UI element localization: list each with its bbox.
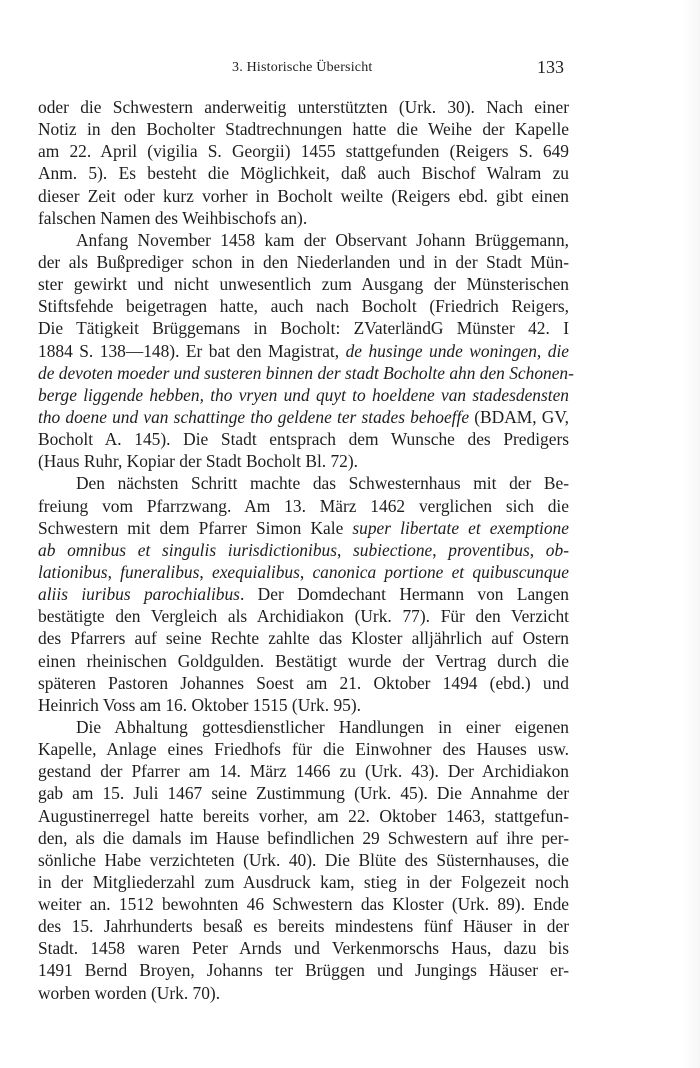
text-segment: in der Mitgliederzahl zum Ausdruck kam, stieg in der Folgezeit noch	[38, 871, 569, 892]
text-line	[38, 605, 569, 627]
text-line	[38, 185, 569, 207]
text-line	[38, 760, 569, 782]
text-segment: ,	[107, 561, 121, 582]
text-line	[38, 96, 569, 118]
text-segment: späteren Pastoren Johannes Soest am 21. Oktober 1494 (ebd.) und	[38, 672, 569, 693]
text-line	[38, 428, 569, 450]
italic-text-segment: exequialibus	[211, 561, 300, 582]
italic-text-segment: tho doene und van schattinge tho geldene ter stades behoeffe	[38, 406, 470, 427]
text-segment: Schwestern mit dem Pfarrer Simon Kale	[38, 517, 353, 538]
text-line	[38, 561, 569, 583]
body-text	[38, 96, 574, 1004]
text-segment: freiung vom Pfarrzwang. Am 13. März 1462 verglichen sich die	[38, 495, 569, 516]
text-segment: 1491 Bernd Broyen, Johanns ter Brüggen und Jungings Häuser er-	[38, 960, 569, 981]
text-segment: (Haus Ruhr, Kopiar der Stadt Bocholt Bl. 72).	[38, 451, 359, 472]
text-line	[38, 384, 569, 406]
text-segment: sönliche Habe verzichteten (Urk. 40). Die Blüte des Süsternhauses, die	[38, 849, 569, 870]
text-line	[38, 827, 569, 849]
text-segment: ,	[432, 539, 449, 560]
text-line	[38, 207, 569, 229]
text-segment: des 15. Jahrhunderts besaß es bereits mindestens fünf Häuser in der	[38, 916, 569, 937]
text-line	[38, 450, 569, 472]
text-line	[38, 140, 569, 162]
text-segment: Die Abhaltung gottesdienstlicher Handlungen in einer eigenen	[76, 716, 569, 737]
italic-text-segment: lationibus	[38, 561, 108, 582]
text-segment: ,	[199, 561, 212, 582]
text-line	[38, 340, 569, 362]
text-line	[38, 982, 569, 1004]
text-segment: ,	[299, 561, 313, 582]
italic-text-segment: de husinge unde woningen, die	[345, 340, 570, 361]
text-line	[38, 295, 569, 317]
text-line	[38, 893, 569, 915]
text-line	[38, 694, 569, 716]
text-line	[38, 937, 569, 959]
italic-text-segment: super libertate et exemptione	[352, 517, 569, 538]
italic-text-segment: ab omnibus et singulis iurisdictionibus	[38, 539, 337, 560]
text-line	[38, 162, 569, 184]
text-segment: gestand der Pfarrer am 14. März 1466 zu (Urk. 43). Der Archidiakon	[38, 761, 569, 782]
text-line	[38, 805, 569, 827]
italic-text-segment: berge liggende hebben, tho vryen und quyt to hoeldene van stadesdensten	[38, 384, 569, 405]
text-segment: gab am 15. Juli 1467 seine Zustimmung (Urk. 45). Die Annahme der	[38, 783, 569, 804]
text-line	[38, 650, 569, 672]
text-segment: ,	[336, 539, 354, 560]
text-line	[38, 362, 574, 384]
text-line	[38, 495, 569, 517]
text-segment: ster gewirkt und nicht unwesentlich zum Ausgang der Münsterischen	[38, 274, 569, 295]
text-segment: Die Tätigkeit Brüggemans in Bocholt: ZVaterländG Münster 42. I	[38, 318, 569, 339]
text-segment: worben worden (Urk. 70).	[38, 982, 221, 1003]
text-segment: (BDAM, GV,	[469, 406, 569, 427]
text-line	[38, 229, 569, 251]
italic-text-segment: ob-	[545, 539, 569, 560]
italic-text-segment: subiectione	[353, 539, 433, 560]
text-line	[38, 959, 569, 981]
text-segment: des Pfarrers auf seine Rechte zahlte das Kloster alljährlich auf Ostern	[38, 628, 569, 649]
text-line	[38, 738, 569, 760]
text-line	[38, 871, 569, 893]
text-line	[38, 273, 569, 295]
text-line	[38, 118, 569, 140]
text-segment: Augustinerregel hatte bereits vorher, am 22. Oktober 1463, stattgefun-	[38, 805, 569, 826]
text-segment: Kapelle, Anlage eines Friedhofs für die Einwohner des Hauses usw.	[38, 739, 569, 760]
text-segment: Stadt. 1458 waren Peter Arnds und Verkenmorschs Haus, dazu bis	[38, 938, 569, 959]
text-line	[38, 539, 569, 561]
text-segment: am 22. April (vigilia S. Georgii) 1455 stattgefunden (Reigers S. 649	[38, 141, 569, 162]
text-segment: falschen Namen des Weihbischofs an).	[38, 207, 308, 228]
text-line	[38, 627, 569, 649]
text-segment: oder die Schwestern anderweitig unterstützten (Urk. 30). Nach einer	[38, 97, 569, 117]
italic-text-segment: funeralibus	[120, 561, 200, 582]
text-segment: dieser Zeit oder kurz vorher in Bocholt weilte (Reigers ebd. gibt einen	[38, 185, 569, 206]
text-line	[38, 472, 569, 494]
scan-edge-shadow	[682, 0, 700, 1068]
text-segment: Heinrich Voss am 16. Oktober 1515 (Urk. 95).	[38, 694, 361, 715]
text-segment: der als Bußprediger schon in den Niederlanden und in der Stadt Mün-	[38, 251, 569, 272]
text-line	[38, 915, 569, 937]
text-segment: Notiz in den Bocholter Stadtrechnungen hatte die Weihe der Kapelle	[38, 119, 569, 140]
text-segment: Anm. 5). Es besteht die Möglichkeit, daß auch Bischof Walram zu	[38, 163, 569, 184]
page-number: 133	[537, 57, 564, 77]
text-line	[38, 517, 569, 539]
text-segment: Anfang November 1458 kam der Observant Johann Brüggemann,	[76, 229, 569, 250]
text-segment: 1884 S. 138—148). Er bat den Magistrat,	[38, 340, 346, 361]
text-segment: Stiftsfehde beigetragen hatte, auch nach Bocholt (Friedrich Reigers,	[38, 296, 569, 317]
text-segment: Bocholt A. 145). Die Stadt entsprach dem Wunsche des Predigers	[38, 429, 569, 450]
text-line	[38, 251, 569, 273]
text-segment: bestätigte den Vergleich als Archidiakon (Urk. 77). Für den Verzicht	[38, 606, 569, 627]
text-line	[38, 782, 569, 804]
text-segment: einen rheinischen Goldgulden. Bestätigt wurde der Vertrag durch die	[38, 650, 569, 671]
text-line	[38, 672, 569, 694]
italic-text-segment: de devoten moeder und susteren binnen der stadt Bocholte ahn den Schonen-	[38, 362, 574, 383]
text-line	[38, 849, 569, 871]
text-segment: den, als die damals im Hause befindlichen 29 Schwestern auf ihre per-	[38, 827, 569, 848]
text-segment: . Der Domdechant Hermann von Langen	[239, 584, 569, 605]
text-line	[38, 317, 569, 339]
italic-text-segment: aliis iuribus parochialibus	[38, 584, 240, 605]
running-head-title: 3. Historische Übersicht	[232, 60, 373, 75]
text-line	[38, 716, 569, 738]
text-segment: weiter an. 1512 bewohnten 46 Schwestern das Kloster (Urk. 89). Ende	[38, 894, 569, 915]
text-segment: Den nächsten Schritt machte das Schwesternhaus mit der Be-	[76, 473, 569, 494]
italic-text-segment: canonica portione et quibuscunque	[312, 561, 569, 582]
text-segment: ,	[529, 539, 546, 560]
italic-text-segment: proventibus	[448, 539, 530, 560]
text-line	[38, 406, 569, 428]
text-line	[38, 583, 569, 605]
